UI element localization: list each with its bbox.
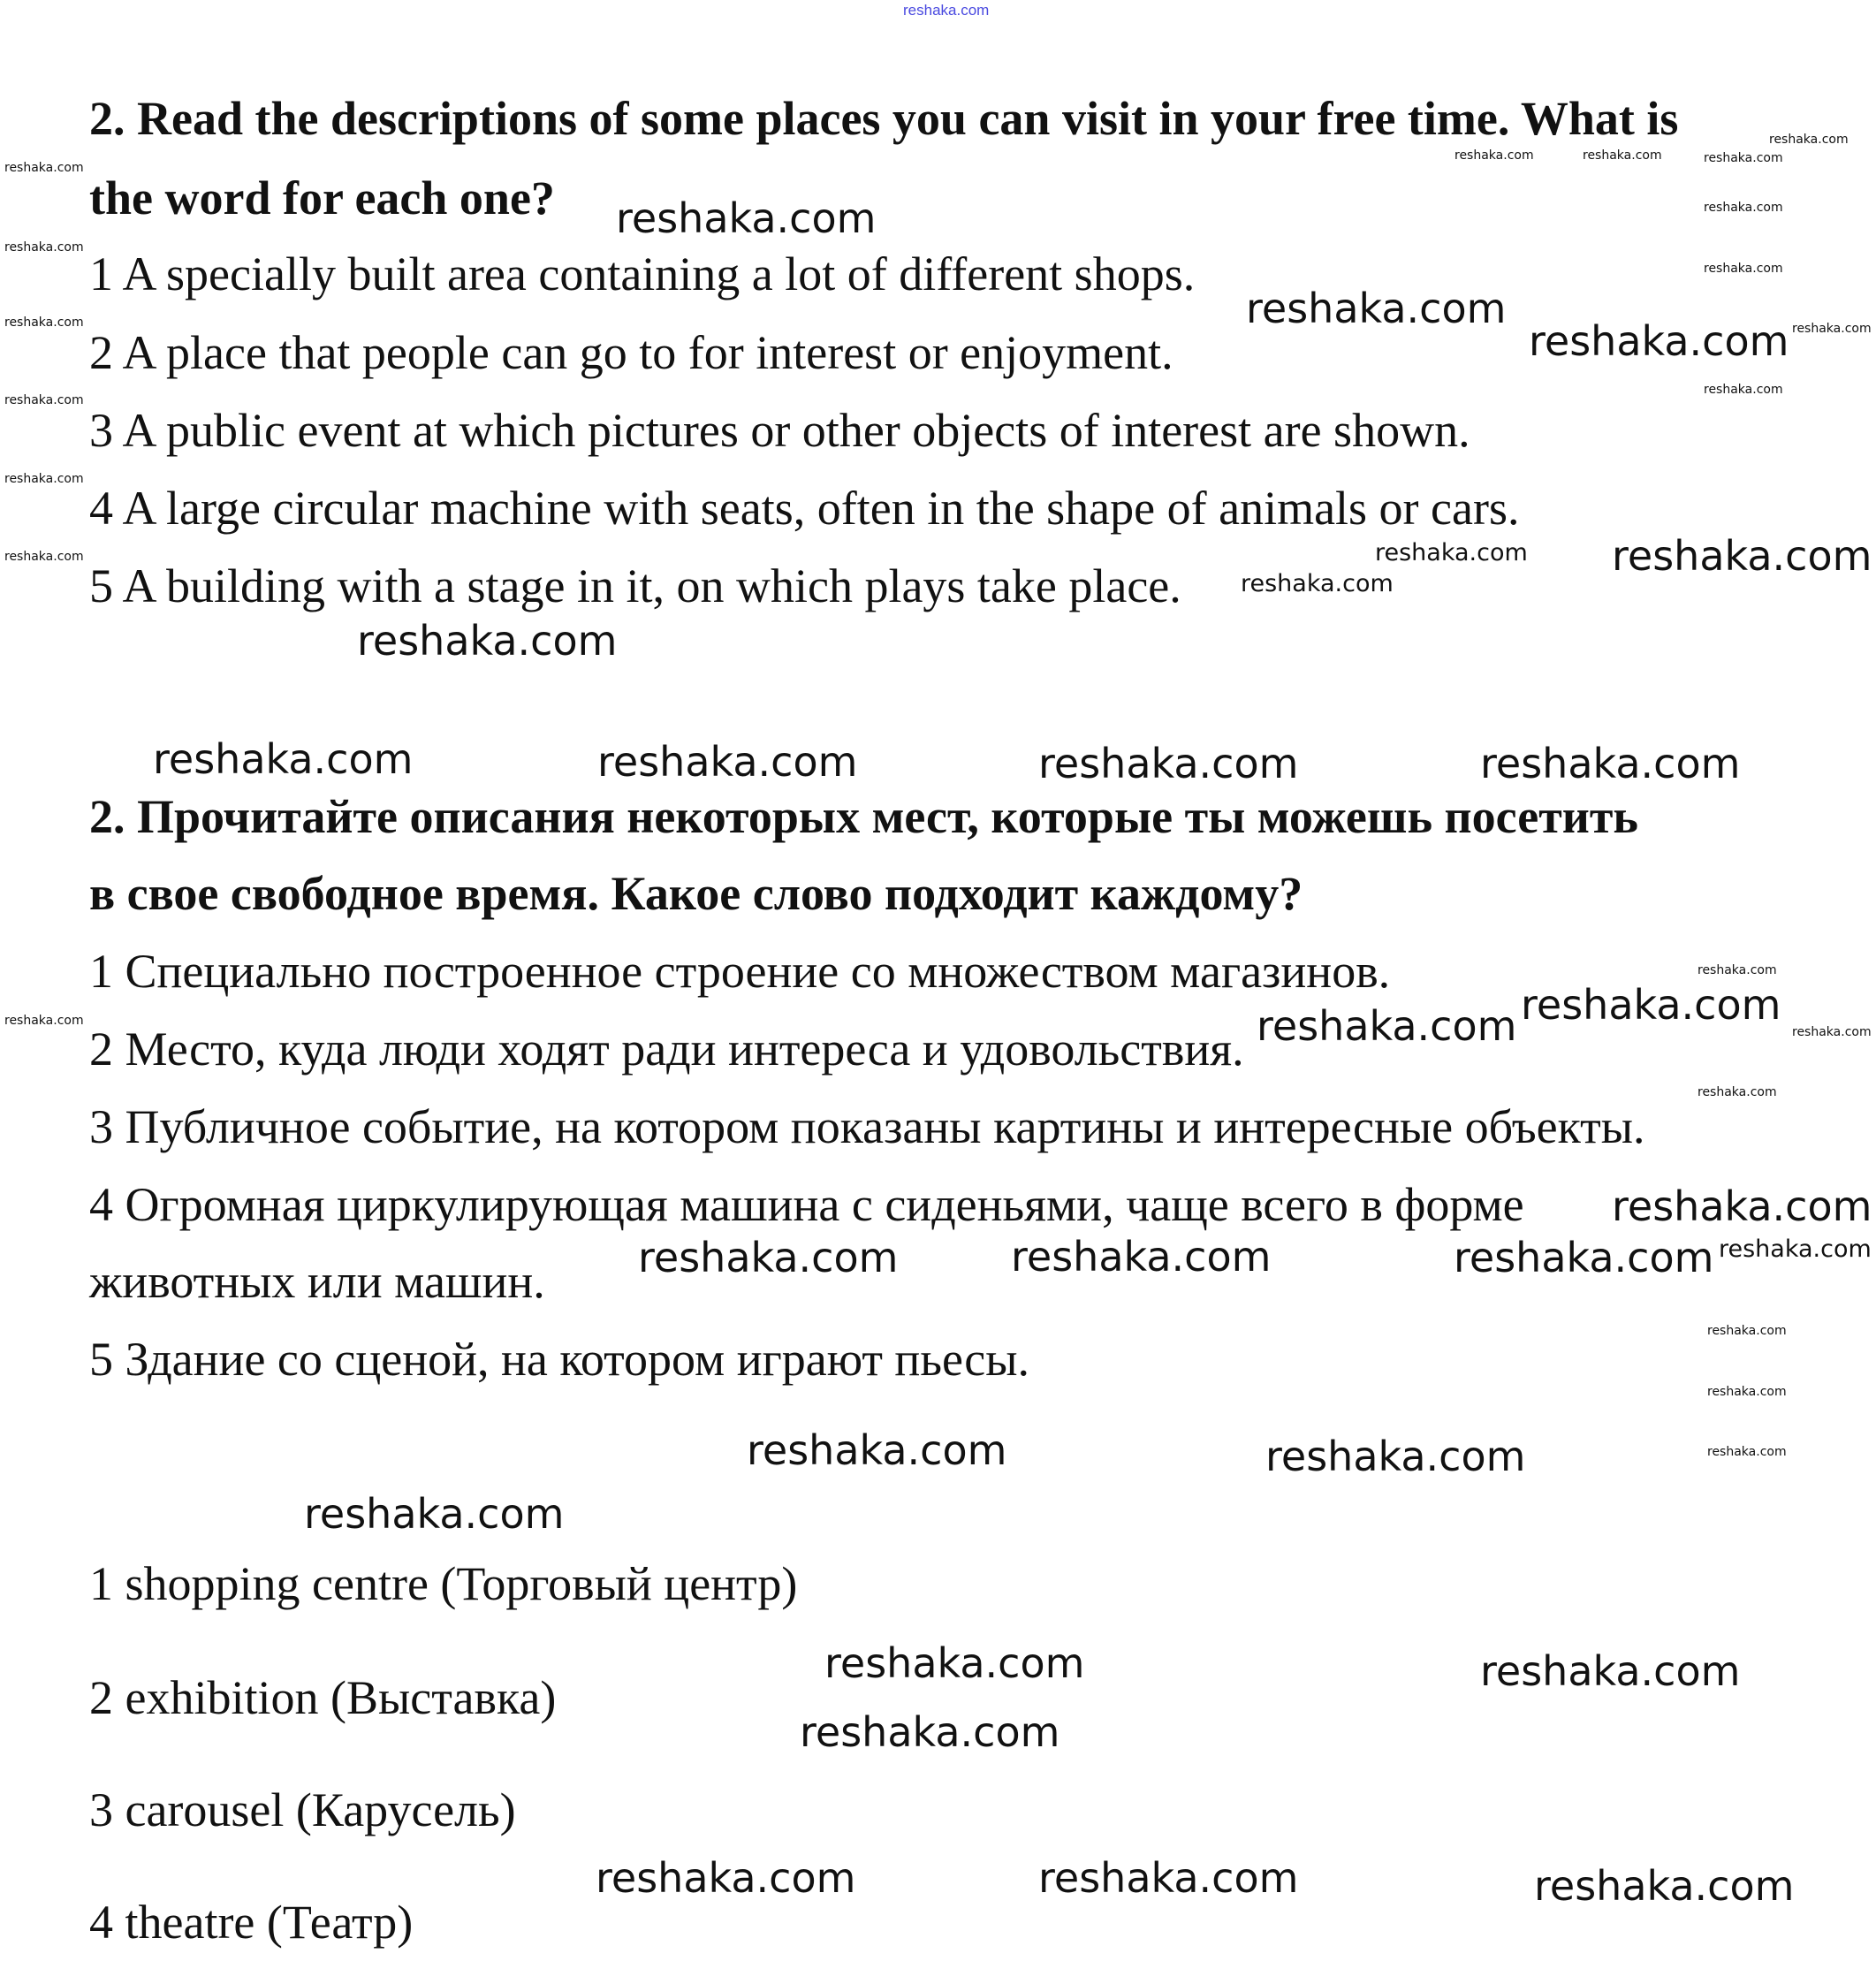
- watermark: reshaka.com: [1241, 570, 1394, 597]
- watermark: reshaka.com: [1612, 532, 1872, 580]
- watermark: reshaka.com: [1375, 539, 1528, 566]
- english-item-3: 3 A public event at which pictures or other objects of interest are shown.: [89, 404, 1470, 457]
- watermark: reshaka.com: [4, 472, 84, 486]
- watermark: reshaka.com: [1583, 148, 1662, 163]
- watermark: reshaka.com: [1707, 1324, 1787, 1338]
- watermark: reshaka.com: [1792, 1025, 1872, 1039]
- watermark: reshaka.com: [1038, 1854, 1299, 1902]
- russian-item-1: 1 Специально построенное строение со множеством магазинов.: [89, 945, 1391, 998]
- russian-heading-line2: в свое свободное время. Какое слово подходит каждому?: [89, 867, 1303, 920]
- watermark: reshaka.com: [1704, 383, 1783, 397]
- russian-item-4-cont: животных или машин.: [89, 1255, 545, 1308]
- russian-item-3: 3 Публичное событие, на котором показаны картины и интересные объекты.: [89, 1100, 1645, 1153]
- answer-1: 1 shopping centre (Торговый центр): [89, 1557, 798, 1610]
- watermark: reshaka.com: [1698, 1085, 1777, 1099]
- watermark: reshaka.com: [1704, 201, 1783, 215]
- watermark: reshaka.com: [1480, 740, 1741, 787]
- watermark: reshaka.com: [4, 240, 84, 255]
- answer-2: 2 exhibition (Выставка): [89, 1671, 557, 1724]
- watermark: reshaka.com: [4, 315, 84, 330]
- watermark: reshaka.com: [616, 194, 877, 242]
- watermark: reshaka.com: [1769, 133, 1849, 147]
- watermark: reshaka.com: [638, 1234, 899, 1281]
- watermark: reshaka.com: [1792, 322, 1872, 336]
- watermark: reshaka.com: [596, 1854, 856, 1902]
- watermark: reshaka.com: [1698, 963, 1777, 977]
- watermark: reshaka.com: [357, 617, 618, 665]
- english-item-2: 2 A place that people can go to for interest or enjoyment.: [89, 326, 1173, 379]
- watermark: reshaka.com: [1704, 262, 1783, 276]
- watermark: reshaka.com: [153, 735, 414, 783]
- russian-item-2: 2 Место, куда люди ходят ради интереса и удовольствия.: [89, 1022, 1244, 1076]
- watermark: reshaka.com: [4, 1014, 84, 1028]
- watermark: reshaka.com: [1038, 740, 1299, 787]
- english-heading-line2: the word for each one?: [89, 171, 555, 224]
- watermark: reshaka.com: [1480, 1647, 1741, 1695]
- watermark: reshaka.com: [1257, 1002, 1517, 1050]
- header-watermark: reshaka.com: [903, 2, 990, 19]
- watermark: reshaka.com: [1454, 1234, 1714, 1281]
- watermark: reshaka.com: [747, 1426, 1007, 1474]
- watermark: reshaka.com: [824, 1639, 1085, 1687]
- watermark: reshaka.com: [1246, 285, 1507, 332]
- english-item-5: 5 A building with a stage in it, on which plays take place.: [89, 559, 1181, 612]
- russian-item-4: 4 Огромная циркулирующая машина с сиденьями, чаще всего в форме: [89, 1178, 1524, 1231]
- watermark: reshaka.com: [1265, 1433, 1526, 1480]
- watermark: reshaka.com: [1454, 148, 1534, 163]
- answer-3: 3 carousel (Карусель): [89, 1783, 516, 1836]
- watermark: reshaka.com: [1612, 1182, 1872, 1230]
- watermark: reshaka.com: [1011, 1233, 1272, 1281]
- watermark: reshaka.com: [4, 161, 84, 175]
- watermark: reshaka.com: [1521, 981, 1781, 1029]
- watermark: reshaka.com: [1529, 317, 1789, 365]
- watermark: reshaka.com: [4, 550, 84, 564]
- watermark: reshaka.com: [1707, 1385, 1787, 1399]
- watermark: reshaka.com: [1534, 1862, 1795, 1910]
- watermark: reshaka.com: [800, 1708, 1060, 1756]
- watermark: reshaka.com: [4, 393, 84, 407]
- answer-4: 4 theatre (Театр): [89, 1896, 414, 1949]
- english-item-4: 4 A large circular machine with seats, often in the shape of animals or cars.: [89, 482, 1520, 535]
- english-heading-line1: 2. Read the descriptions of some places you can visit in your free time. What is: [89, 92, 1679, 145]
- watermark: reshaka.com: [1707, 1445, 1787, 1459]
- watermark: reshaka.com: [1719, 1235, 1872, 1263]
- watermark: reshaka.com: [304, 1490, 565, 1538]
- russian-heading-line1: 2. Прочитайте описания некоторых мест, которые ты можешь посетить: [89, 790, 1638, 843]
- english-item-1: 1 A specially built area containing a lot of different shops.: [89, 247, 1196, 300]
- russian-item-5: 5 Здание со сценой, на котором играют пьесы.: [89, 1333, 1030, 1386]
- watermark: reshaka.com: [1704, 151, 1783, 165]
- watermark: reshaka.com: [597, 738, 858, 786]
